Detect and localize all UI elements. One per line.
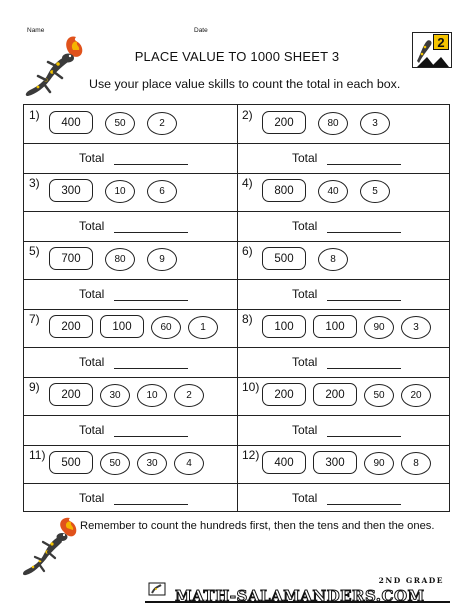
problem-cell [24, 377, 237, 445]
hundreds-block: 400 [262, 451, 306, 474]
place-value-counter: 2 [147, 112, 177, 135]
place-value-counter: 30 [137, 452, 167, 475]
place-value-counter: 30 [100, 384, 130, 407]
place-value-counter: 10 [105, 180, 135, 203]
branding-band [145, 577, 450, 607]
place-value-counter: 6 [147, 180, 177, 203]
place-value-counter: 3 [401, 316, 431, 339]
place-value-counter: 1 [188, 316, 218, 339]
place-value-counter: 8 [401, 452, 431, 475]
hundreds-block: 300 [49, 179, 93, 202]
cell-divider [24, 143, 237, 144]
place-value-counter: 80 [105, 248, 135, 271]
problem-number: 3) [29, 176, 40, 190]
problem-number: 6) [242, 244, 253, 258]
total-label: Total [79, 219, 105, 233]
problem-cell [24, 173, 237, 241]
hundreds-block: 200 [313, 383, 357, 406]
place-value-counter: 9 [147, 248, 177, 271]
answer-line[interactable] [327, 504, 401, 505]
hundreds-block: 100 [262, 315, 306, 338]
problem-number: 2) [242, 108, 253, 122]
answer-line[interactable] [327, 232, 401, 233]
place-value-counter: 50 [100, 452, 130, 475]
problem-number: 4) [242, 176, 253, 190]
total-label: Total [79, 491, 105, 505]
place-value-counter: 10 [137, 384, 167, 407]
answer-line[interactable] [327, 368, 401, 369]
problem-cell [24, 309, 237, 377]
cell-divider [24, 415, 237, 416]
place-value-counter: 60 [151, 316, 181, 339]
hundreds-block: 700 [49, 247, 93, 270]
hundreds-block: 200 [49, 383, 93, 406]
place-value-counter: 5 [360, 180, 390, 203]
place-value-counter: 50 [105, 112, 135, 135]
total-label: Total [292, 219, 318, 233]
problem-cell [237, 105, 450, 173]
hundreds-block: 100 [313, 315, 357, 338]
cell-divider [24, 279, 237, 280]
problem-cell [237, 445, 450, 513]
answer-line[interactable] [327, 300, 401, 301]
cell-divider [237, 211, 450, 212]
hundreds-block: 500 [262, 247, 306, 270]
problem-number: 12) [242, 448, 260, 462]
problem-grid [23, 104, 450, 512]
hundreds-block: 200 [49, 315, 93, 338]
answer-line[interactable] [114, 300, 188, 301]
grade-label: 2ND GRADE [378, 576, 444, 585]
problem-number: 9) [29, 380, 40, 394]
answer-line[interactable] [114, 368, 188, 369]
problem-cell [237, 173, 450, 241]
total-label: Total [79, 151, 105, 165]
cell-divider [237, 279, 450, 280]
cell-divider [237, 143, 450, 144]
place-value-counter: 90 [364, 316, 394, 339]
cell-divider [237, 347, 450, 348]
footer-reminder: Remember to count the hundreds first, then the tens and then the ones. [80, 520, 435, 532]
hundreds-block: 400 [49, 111, 93, 134]
problem-number: 8) [242, 312, 253, 326]
answer-line[interactable] [114, 504, 188, 505]
problem-number: 10) [242, 380, 260, 394]
hundreds-block: 800 [262, 179, 306, 202]
instructions: Use your place value skills to count the total in each box. [89, 77, 401, 91]
name-label: Name [27, 27, 45, 34]
problem-cell [237, 309, 450, 377]
place-value-counter: 90 [364, 452, 394, 475]
problem-cell [24, 445, 237, 513]
problem-number: 7) [29, 312, 40, 326]
hundreds-block: 100 [100, 315, 144, 338]
place-value-counter: 4 [174, 452, 204, 475]
place-value-counter: 2 [174, 384, 204, 407]
hundreds-block: 300 [313, 451, 357, 474]
place-value-counter: 3 [360, 112, 390, 135]
hundreds-block: 200 [262, 383, 306, 406]
problem-cell [24, 241, 237, 309]
problem-cell [237, 377, 450, 445]
answer-line[interactable] [114, 164, 188, 165]
total-label: Total [79, 423, 105, 437]
cell-divider [237, 415, 450, 416]
hundreds-block: 500 [49, 451, 93, 474]
salamander-footer-icon [18, 516, 80, 576]
answer-line[interactable] [114, 232, 188, 233]
site-name: MATH-SALAMANDERS.COM [175, 587, 425, 605]
problem-number: 11) [29, 448, 46, 462]
cell-divider [24, 211, 237, 212]
place-value-counter: 80 [318, 112, 348, 135]
cell-divider [24, 347, 237, 348]
hundreds-block: 200 [262, 111, 306, 134]
place-value-counter: 8 [318, 248, 348, 271]
total-label: Total [292, 355, 318, 369]
date-label: Date [194, 27, 208, 34]
problem-number: 5) [29, 244, 40, 258]
place-value-counter: 20 [401, 384, 431, 407]
problem-number: 1) [29, 108, 40, 122]
total-label: Total [292, 287, 318, 301]
answer-line[interactable] [114, 436, 188, 437]
total-label: Total [292, 491, 318, 505]
grade-badge-number: 2 [433, 34, 449, 50]
cell-divider [237, 483, 450, 484]
total-label: Total [292, 423, 318, 437]
answer-line[interactable] [327, 164, 401, 165]
total-label: Total [79, 287, 105, 301]
total-label: Total [292, 151, 318, 165]
cell-divider [24, 483, 237, 484]
page-title: PLACE VALUE TO 1000 SHEET 3 [134, 49, 340, 64]
answer-line[interactable] [327, 436, 401, 437]
salamander-logo-icon [18, 34, 90, 98]
total-label: Total [79, 355, 105, 369]
problem-cell [237, 241, 450, 309]
place-value-counter: 50 [364, 384, 394, 407]
place-value-counter: 40 [318, 180, 348, 203]
problem-cell [24, 105, 237, 173]
